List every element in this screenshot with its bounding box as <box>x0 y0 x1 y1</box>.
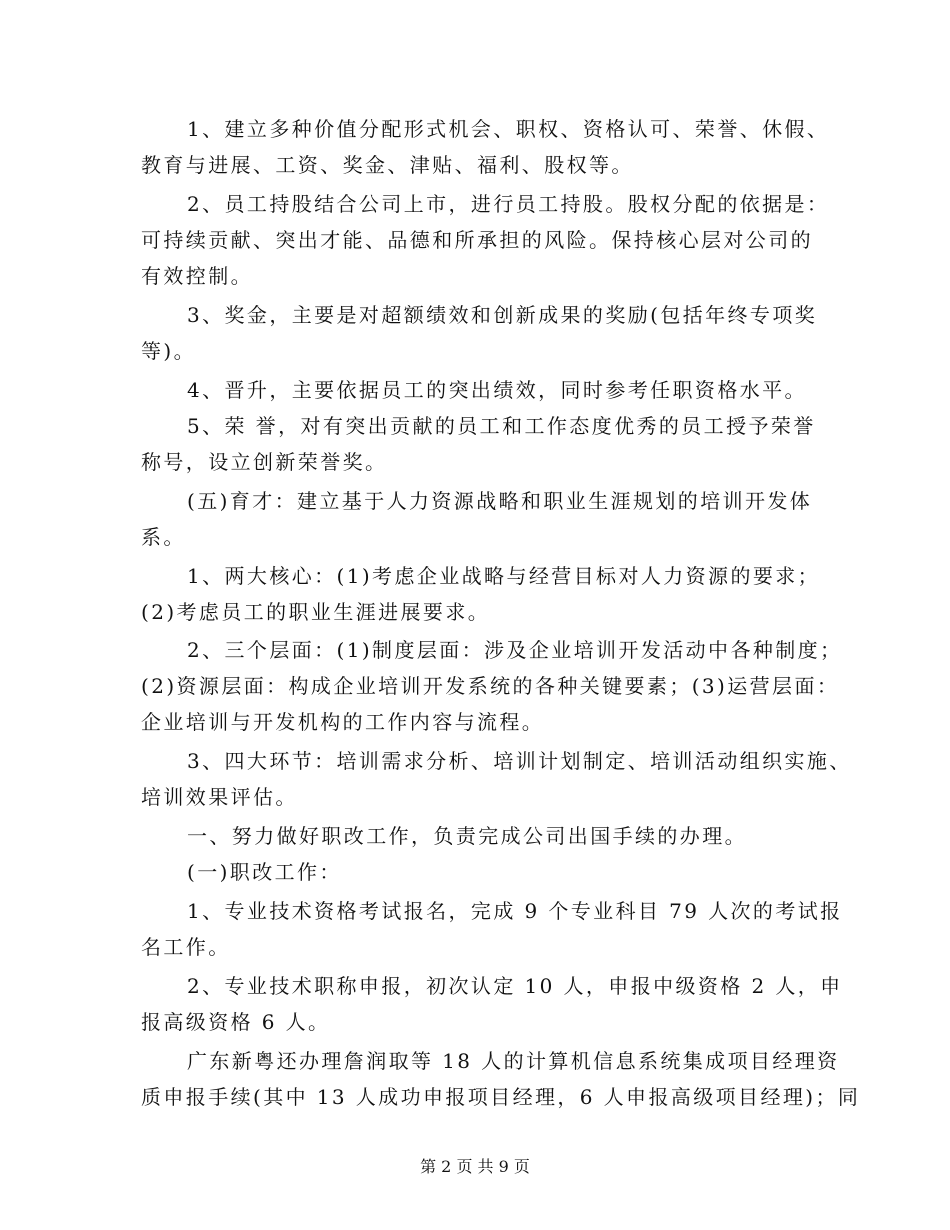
text-line: (五)育才：建立基于人力资源战略和职业生涯规划的培训开发体 <box>187 489 813 513</box>
text-line: 2、员工持股结合公司上市，进行员工持股。股权分配的依据是： <box>187 192 830 216</box>
text-line: 可持续贡献、突出才能、品德和所承担的风险。保持核心层对公司的 <box>141 228 813 252</box>
text-line: 2、专业技术职称申报，初次认定 10 人，申报中级资格 2 人，申 <box>187 974 843 998</box>
page-footer: 第 2 页 共 9 页 <box>420 1157 530 1176</box>
text-line: 质申报手续(其中 13 人成功申报项目经理，6 人申报高级项目经理)；同 <box>141 1085 861 1109</box>
text-line: 1、专业技术资格考试报名，完成 9 个专业科目 79 人次的考试报 <box>187 899 843 923</box>
text-line: 3、奖金，主要是对超额绩效和创新成果的奖励(包括年终专项奖 <box>187 303 818 327</box>
text-line: 1、建立多种价值分配形式机会、职权、资格认可、荣誉、休假、 <box>187 117 830 141</box>
text-line: 5、荣 誉，对有突出贡献的员工和工作态度优秀的员工授予荣誉 <box>187 414 816 438</box>
text-line: 企业培训与开发机构的工作内容与流程。 <box>141 710 545 734</box>
text-line: 报高级资格 6 人。 <box>141 1010 331 1034</box>
text-line: 教育与进展、工资、奖金、津贴、福利、股权等。 <box>141 153 634 177</box>
text-line: 培训效果评估。 <box>141 785 298 809</box>
text-line: 广东新粤还办理詹润取等 18 人的计算机信息系统集成项目经理资 <box>187 1049 840 1073</box>
text-line: 有效控制。 <box>141 264 253 288</box>
text-line: 名工作。 <box>141 935 231 959</box>
text-line: 3、四大环节：培训需求分析、培训计划制定、培训活动组织实施、 <box>187 749 852 773</box>
text-line: 系。 <box>141 525 186 549</box>
text-line: 等)。 <box>141 339 197 363</box>
text-line: (一)职改工作： <box>187 860 342 884</box>
text-line: 一、努力做好职改工作，负责完成公司出国手续的办理。 <box>187 824 747 848</box>
text-line: 1、两大核心：(1)考虑企业战略与经营目标对人力资源的要求； <box>187 564 821 588</box>
text-line: 4、晋升，主要依据员工的突出绩效，同时参考任职资格水平。 <box>187 378 807 402</box>
text-line: 2、三个层面：(1)制度层面：涉及企业培训开发活动中各种制度； <box>187 638 843 662</box>
text-line: 称号，设立创新荣誉奖。 <box>141 450 388 474</box>
text-line: (2)考虑员工的职业生涯进展要求。 <box>141 600 491 624</box>
text-line: (2)资源层面：构成企业培训开发系统的各种关键要素；(3)运营层面： <box>141 674 840 698</box>
